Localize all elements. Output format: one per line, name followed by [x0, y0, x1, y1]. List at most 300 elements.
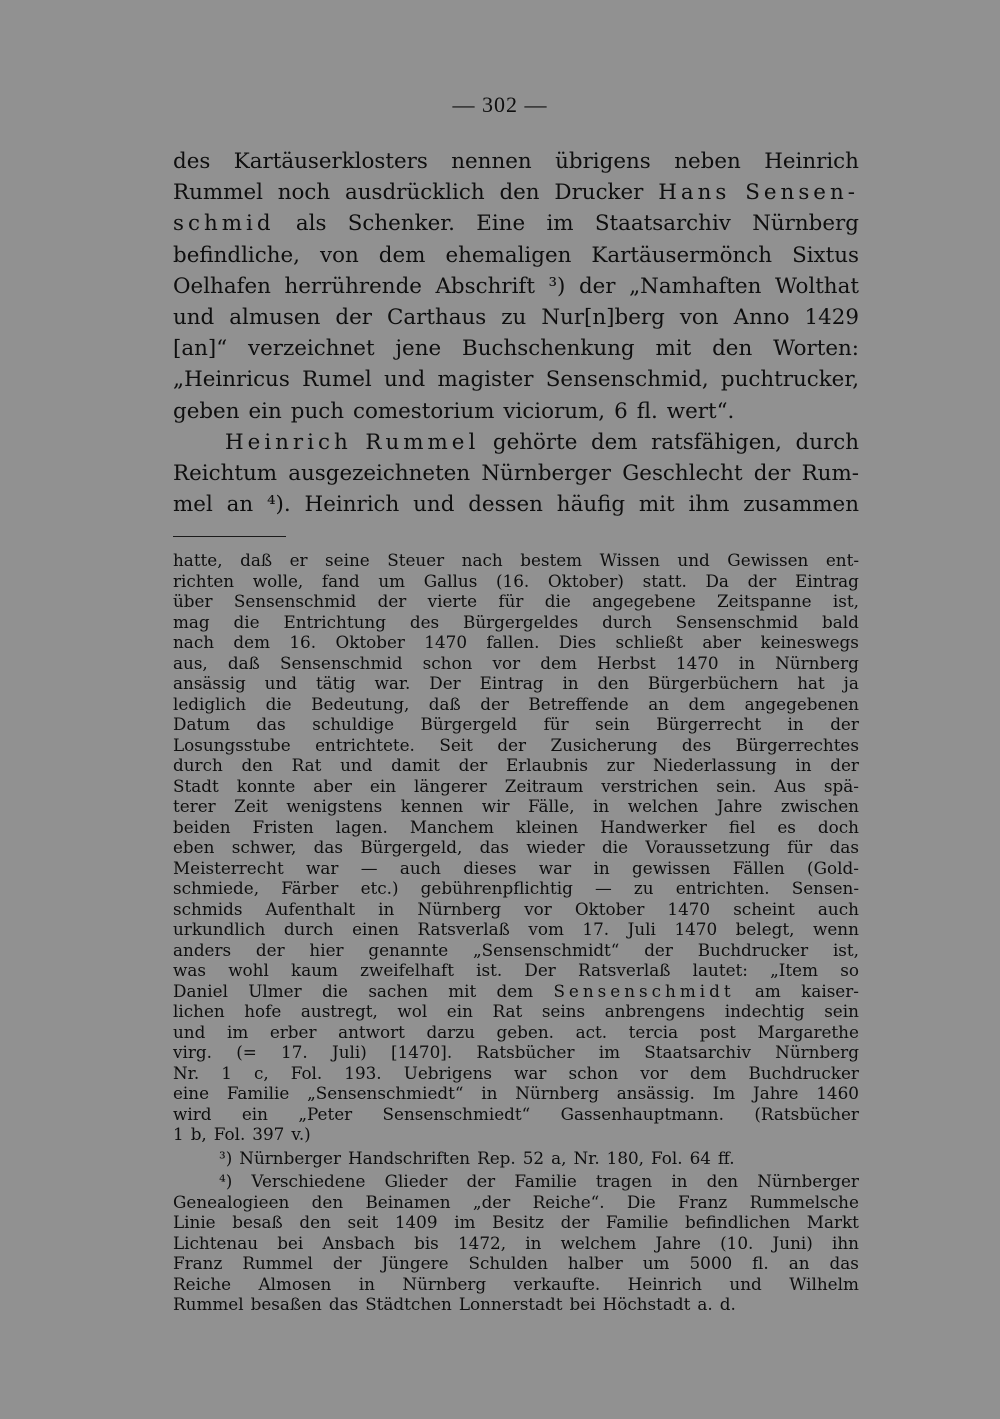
word: in	[525, 1232, 542, 1253]
word: urkundlich	[173, 919, 266, 939]
word: Färber	[281, 878, 339, 898]
word: wol	[397, 1001, 428, 1021]
word: Sensenschmiedt“	[382, 1103, 531, 1124]
word: schmids	[173, 898, 243, 919]
word: der	[747, 570, 777, 591]
word: im	[598, 1042, 621, 1062]
word: Zeitspanne	[717, 591, 812, 611]
word: 17.	[582, 919, 610, 939]
word: an	[226, 492, 254, 518]
word: damit	[391, 755, 440, 775]
word: jene	[395, 336, 442, 362]
word: kennen	[400, 796, 464, 816]
word: Heinrich	[627, 1273, 702, 1294]
word: konnte	[236, 775, 296, 796]
word: puchtrucker,	[720, 367, 859, 393]
word: Sensenschmid	[675, 611, 799, 632]
footnote-line	[173, 1253, 859, 1274]
word: hier	[309, 939, 344, 960]
word: Fälle,	[528, 796, 575, 816]
word: Sensenschmid,	[545, 367, 709, 393]
word: richten	[173, 570, 235, 591]
word: 1409	[394, 1212, 438, 1232]
word: von	[679, 304, 719, 330]
word: Steuer	[387, 550, 445, 570]
footnote-line	[173, 632, 859, 653]
word: Kartäuserklosters	[233, 149, 428, 174]
word: Da	[705, 570, 729, 591]
word: Bürgerrechtes	[735, 734, 859, 755]
word: und	[677, 550, 710, 570]
footnote-line	[173, 1022, 859, 1043]
footnote-line	[173, 919, 859, 940]
word: der	[377, 591, 407, 611]
word: c,	[253, 1062, 269, 1083]
word: [an]“	[173, 336, 228, 362]
word: dem	[590, 429, 638, 455]
word: Entrichtung	[283, 611, 386, 632]
word: bei	[569, 1294, 596, 1314]
word: Jahre	[752, 1083, 799, 1103]
word: Nr.	[573, 1147, 600, 1168]
word: lagen.	[335, 816, 388, 837]
word: Rum-	[801, 460, 859, 486]
word: Rummel	[173, 180, 263, 206]
word: wird	[173, 1103, 212, 1124]
word: Eine	[476, 211, 526, 237]
word: wir	[481, 796, 510, 816]
word: Buchdrucker	[697, 939, 809, 960]
word: an	[648, 693, 670, 714]
footnote-line	[173, 1104, 859, 1125]
word: Ulmer	[248, 980, 302, 1001]
word: den	[597, 673, 630, 693]
text-line	[173, 177, 859, 208]
word: Staatsarchiv	[594, 211, 731, 237]
footnotes	[173, 550, 859, 1315]
word: befindliche,	[173, 242, 300, 268]
word: daß	[227, 652, 260, 673]
word: bis	[414, 1232, 439, 1253]
word: aus,	[173, 652, 208, 673]
word: Familie	[514, 1171, 577, 1191]
word: in	[795, 755, 812, 775]
word: bestem	[520, 550, 583, 570]
word: und	[264, 673, 298, 693]
word: mit	[655, 336, 692, 362]
word: Daniel	[173, 980, 228, 1001]
word: mit	[448, 980, 477, 1001]
footnote-line	[173, 1001, 859, 1022]
word: verkaufte.	[513, 1273, 601, 1294]
word: Aufenthalt	[265, 898, 356, 919]
word: das	[256, 714, 286, 734]
word: „der	[472, 1191, 511, 1212]
word: Bürgergeld,	[360, 837, 463, 857]
word: gebührenpflichtig	[420, 878, 573, 898]
word: Losungsstube	[173, 734, 291, 755]
word: vor	[492, 652, 521, 673]
footnote-line	[173, 858, 859, 879]
word: in	[481, 1083, 498, 1103]
word: bald	[822, 611, 859, 632]
word: längerer	[413, 775, 487, 796]
word: verzeichnet	[248, 336, 375, 362]
word: in	[671, 1171, 688, 1191]
page-number: — 302 —	[452, 92, 548, 117]
word: er	[289, 550, 308, 570]
word: einen	[352, 919, 399, 939]
word: [1470].	[391, 1042, 453, 1062]
word: Fol.	[651, 1147, 683, 1168]
word: nach	[461, 550, 503, 570]
word: ansässig.	[616, 1083, 695, 1103]
word: zu	[633, 878, 654, 898]
word: Oktober)	[547, 570, 624, 591]
word: Juli	[627, 919, 656, 939]
word: —	[594, 878, 612, 898]
word: Der	[524, 960, 556, 980]
word: sein	[595, 714, 630, 734]
word: Familie	[226, 1083, 290, 1103]
word: Kartäusermönch	[591, 242, 773, 268]
word: in	[593, 796, 610, 816]
footnote-line	[173, 878, 859, 899]
word: Lonnerstadt	[458, 1294, 563, 1314]
word: Stadt	[173, 775, 219, 796]
word: befindlichen	[685, 1212, 791, 1232]
word: hatte,	[173, 550, 223, 570]
word: den	[499, 180, 540, 206]
word: Nürnberger	[239, 1147, 341, 1168]
word: ihn	[831, 1232, 859, 1253]
word: Glieder	[384, 1171, 448, 1191]
word: der	[753, 460, 791, 486]
word: entrichtete.	[315, 734, 415, 755]
word: auch	[399, 857, 441, 878]
word: fand	[321, 570, 360, 591]
word: Hans	[658, 180, 731, 206]
word: der	[480, 693, 509, 714]
word: Rumel	[302, 367, 372, 393]
text-line	[173, 302, 859, 333]
word: den	[712, 336, 753, 362]
word: in	[787, 714, 804, 734]
word: Rummel	[173, 1294, 244, 1314]
text-line	[173, 427, 859, 458]
word: in	[358, 1273, 375, 1294]
word: act.	[575, 1021, 608, 1042]
word: terer	[173, 796, 216, 816]
word: scheint	[733, 898, 795, 919]
word: sein	[824, 1001, 859, 1021]
word: nennen	[451, 149, 532, 174]
word: Anno	[733, 304, 790, 330]
word: wenigstens	[286, 796, 383, 816]
word: ansässig	[173, 673, 246, 693]
word: Franz	[677, 1191, 728, 1212]
word: ent-	[825, 550, 859, 570]
word: Oktober	[574, 898, 645, 919]
word: sachen	[368, 980, 428, 1001]
word: wieder	[526, 837, 585, 857]
word: Ratsbücher	[476, 1042, 575, 1062]
word: —	[360, 857, 378, 878]
text-line	[173, 458, 859, 489]
word: vom	[528, 919, 564, 939]
word: dem	[378, 242, 426, 268]
word: in	[378, 898, 395, 919]
word: Bürgerbüchern	[647, 673, 779, 693]
word: Bürgergeldes	[463, 611, 579, 632]
word: Voraussetzung	[645, 837, 770, 857]
word: Franz	[173, 1253, 223, 1273]
word: Heinrich	[304, 492, 400, 518]
word: Fol.	[213, 1124, 246, 1144]
footnote-3	[173, 1148, 859, 1169]
word: geben.	[496, 1021, 554, 1042]
word: vierte	[427, 591, 478, 611]
word: fiel	[728, 816, 756, 837]
word: austregt,	[300, 1001, 378, 1021]
footnote-line	[173, 550, 859, 571]
word: Juni)	[772, 1232, 813, 1253]
word: Handschriften	[348, 1147, 471, 1168]
word: viciorum,	[503, 398, 606, 424]
word: Oelhafen	[173, 273, 271, 299]
word: almusen	[229, 304, 321, 330]
word: anders	[173, 939, 232, 960]
word: das	[479, 837, 509, 857]
word: Bedeutung,	[311, 693, 410, 714]
word: zweifelhaft	[360, 960, 454, 980]
word: Zeitraum	[504, 775, 584, 796]
word: ja	[843, 673, 859, 693]
word: schmid	[173, 211, 275, 237]
word: in	[738, 652, 755, 673]
word: Rat	[291, 755, 322, 775]
word: nach	[173, 632, 215, 652]
word: von	[320, 242, 359, 268]
word: des	[681, 734, 712, 755]
footnote-line	[173, 694, 859, 715]
word: den	[241, 755, 273, 775]
word: der	[332, 1253, 362, 1273]
footnote-line	[173, 1294, 859, 1315]
footnote-line	[173, 673, 859, 694]
word: etc.)	[360, 878, 399, 898]
word: die	[265, 693, 292, 714]
word: für	[787, 837, 813, 857]
word: herrührende	[284, 273, 422, 299]
word: Familie	[605, 1212, 669, 1232]
word: eine	[173, 1083, 210, 1103]
word: Sensen-	[791, 878, 859, 898]
footnote-line	[173, 1192, 859, 1213]
word: 1470	[424, 632, 468, 652]
word: fallen.	[486, 632, 540, 652]
word: ist,	[832, 939, 859, 960]
word: der	[335, 304, 372, 330]
word: ehemaligen	[445, 242, 572, 268]
word: im	[546, 211, 574, 237]
word: Nur[n]berg	[541, 304, 665, 330]
word: Beinamen	[365, 1191, 451, 1212]
text-line	[173, 146, 859, 177]
word: „Peter	[298, 1103, 353, 1124]
word: Geschlecht	[622, 460, 743, 486]
word: der	[466, 1171, 496, 1191]
word: seit	[347, 1212, 379, 1232]
word: Juli)	[331, 1042, 367, 1062]
word: Reiche	[173, 1273, 232, 1294]
word: ⁴).	[266, 492, 291, 518]
word: ³)	[219, 1147, 233, 1168]
word: dessen	[468, 492, 543, 518]
word: Reiche“.	[532, 1191, 605, 1212]
word: es	[777, 816, 796, 837]
word: zur	[606, 755, 635, 775]
word: 193.	[344, 1062, 382, 1083]
word: daß	[428, 693, 461, 714]
word: Heinrich	[225, 429, 352, 455]
word: Zusicherung	[550, 734, 658, 755]
word: (Ratsbücher	[754, 1103, 859, 1124]
word: der	[830, 755, 859, 775]
word: angegebene	[592, 591, 696, 611]
word: lediglich	[173, 693, 247, 714]
word: Meisterrecht	[173, 857, 284, 878]
word: Sensen-	[745, 180, 859, 206]
word: 397	[252, 1124, 285, 1144]
word: in	[593, 857, 610, 878]
word: Nr.	[173, 1062, 200, 1083]
word: Betreffende	[528, 693, 629, 714]
word: lichen	[173, 1001, 225, 1021]
word: die	[601, 837, 629, 857]
word: antwort	[338, 1021, 405, 1042]
word: v.)	[291, 1124, 311, 1144]
word: angegebenen	[744, 693, 859, 714]
footnote-line	[173, 755, 859, 776]
word: und	[384, 367, 426, 393]
word: Herbst	[597, 652, 656, 673]
word: d.	[719, 1294, 736, 1314]
footnote-line	[173, 940, 859, 961]
word: aber	[313, 775, 352, 796]
word: post	[699, 1021, 736, 1042]
word: 16.	[289, 632, 317, 652]
word: war	[514, 1062, 547, 1083]
word: ⁴)	[219, 1171, 233, 1191]
word: Abschrift	[435, 273, 535, 299]
word: kleinen	[515, 816, 579, 837]
word: wert“.	[666, 398, 735, 424]
word: wohl	[228, 960, 269, 980]
word: der	[560, 1212, 590, 1232]
footnote-4	[173, 1171, 859, 1192]
word: Städtchen	[365, 1294, 452, 1314]
word: Reichtum	[173, 460, 278, 486]
word: gewissen	[632, 857, 711, 878]
word: kaiser-	[801, 980, 859, 1001]
word: Wolthat	[774, 273, 859, 299]
word: Manchem	[409, 816, 494, 837]
word: noch	[277, 180, 331, 206]
word: Handwerker	[600, 816, 707, 837]
word: Sensenschmidt	[553, 980, 735, 1001]
word: comestorium	[353, 398, 495, 424]
word: Nürnberg	[752, 211, 859, 237]
word: Margarethe	[757, 1021, 859, 1042]
word: Almosen	[258, 1273, 332, 1294]
word: sein.	[716, 775, 757, 796]
word: kaum	[291, 960, 338, 980]
word: geben	[173, 398, 240, 424]
word: Gewissen	[727, 550, 809, 570]
word: halber	[567, 1253, 623, 1273]
word: der	[458, 755, 488, 775]
word: ein	[241, 1103, 268, 1124]
word: Genealogieen	[173, 1191, 290, 1212]
word: wenn	[812, 919, 859, 939]
word: Erlaubnis	[506, 755, 588, 775]
word: entrichten.	[675, 878, 770, 898]
word: a,	[551, 1147, 567, 1168]
word: Buchdrucker	[748, 1062, 859, 1083]
word: tätig	[315, 673, 356, 693]
word: Uebrigens	[403, 1062, 492, 1083]
word: Fällen	[732, 857, 785, 878]
word: ist,	[832, 591, 859, 611]
word: beiden	[173, 816, 231, 837]
word: Linie	[173, 1212, 216, 1232]
word: 1470	[674, 919, 718, 939]
word: so	[840, 960, 859, 980]
word: puch	[290, 398, 344, 424]
word: „Item	[770, 960, 819, 980]
text-line	[173, 271, 859, 302]
word: das	[328, 1294, 359, 1314]
text-line	[173, 240, 859, 271]
word: 1460	[816, 1083, 859, 1103]
footnote-line	[173, 776, 859, 797]
word: Besitz	[492, 1212, 544, 1232]
word: für	[498, 591, 524, 611]
word: mit	[638, 492, 675, 518]
word: „Sensenschmidt“	[472, 939, 620, 960]
footnote-line	[173, 714, 859, 735]
word: und	[173, 304, 215, 330]
word: Datum	[173, 714, 230, 734]
word: besaßen	[250, 1294, 322, 1314]
word: Nürnberg	[775, 652, 859, 673]
word: neben	[674, 149, 741, 174]
word: die	[544, 591, 571, 611]
word: 1	[221, 1062, 232, 1083]
word: mel	[173, 492, 213, 518]
word: Sixtus	[792, 242, 859, 268]
word: in	[562, 673, 579, 693]
footnote-line	[173, 612, 859, 633]
word: 1	[173, 1124, 184, 1144]
word: anbrengens	[604, 1001, 706, 1021]
word: 17.	[281, 1042, 308, 1062]
word: der	[578, 273, 616, 299]
word: daß	[240, 550, 273, 570]
word: Nürnberg	[402, 1273, 487, 1294]
word: Aus	[774, 775, 806, 796]
